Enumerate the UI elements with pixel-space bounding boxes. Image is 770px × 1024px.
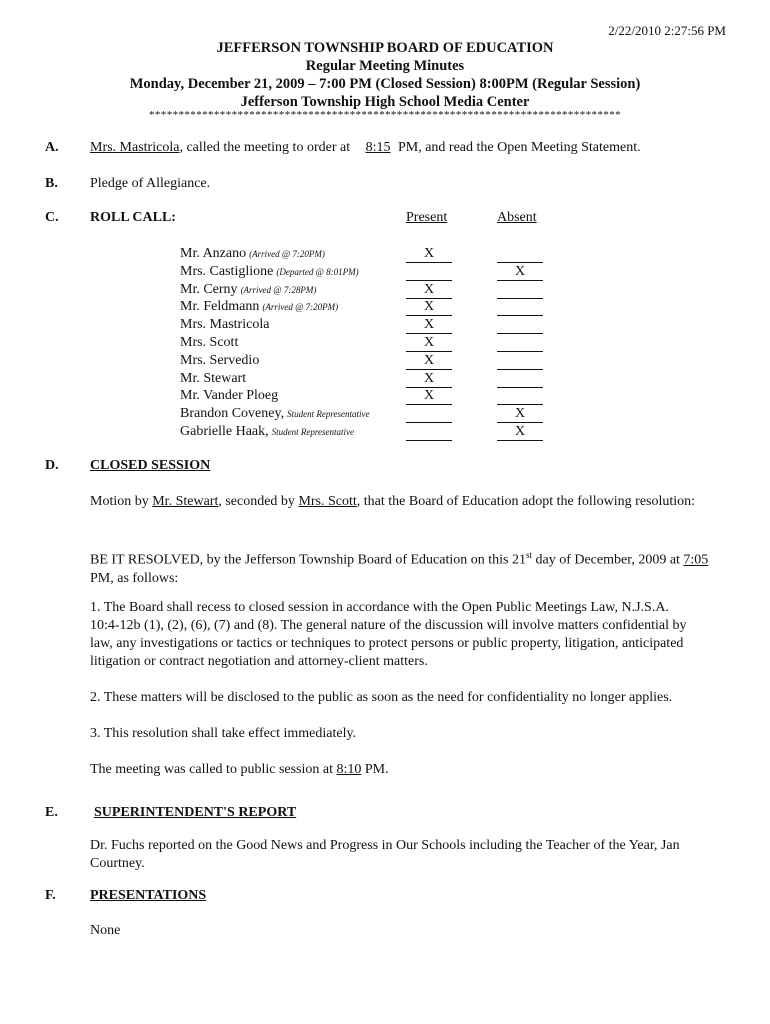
member-note: Student Representative — [287, 409, 370, 420]
member-name-text: Mr. Vander Ploeg — [180, 388, 279, 404]
absent-mark — [497, 282, 543, 299]
document-title: JEFFERSON TOWNSHIP BOARD OF EDUCATION — [216, 40, 554, 56]
present-mark — [406, 406, 452, 423]
closed-session-heading: CLOSED SESSION — [90, 458, 211, 473]
present-mark: X — [406, 388, 452, 405]
presentations-heading: PRESENTATIONS — [90, 888, 207, 903]
absent-mark — [497, 353, 543, 370]
print-timestamp: 2/22/2010 2:27:56 PM — [608, 23, 726, 38]
motion-pre: Motion by — [90, 494, 153, 509]
call-to-order — [90, 140, 641, 156]
motion-paragraph — [90, 493, 720, 511]
resolved-sup: st — [525, 550, 532, 560]
document-subtitle: Regular Meeting Minutes — [305, 58, 465, 74]
present-mark: X — [406, 246, 452, 263]
absent-mark — [497, 299, 543, 316]
member-name — [180, 299, 338, 315]
member-name-text: Mrs. Scott — [180, 335, 239, 350]
motion-post: , that the Board of Education adopt the following resolution: — [356, 494, 696, 509]
presiding-officer: Mrs. Mastricola — [90, 140, 180, 155]
member-note: Student Representative — [271, 427, 355, 437]
present-mark — [406, 424, 452, 441]
member-name-text: Gabrielle Haak, — [180, 424, 269, 439]
member-name — [180, 282, 316, 298]
member-name-text: Mrs. Castiglione — [180, 263, 274, 279]
call-text-2: PM, and read the Open Meeting Statement. — [394, 140, 641, 155]
absent-mark: X — [497, 406, 543, 423]
resolution-item-2: 2. These matters will be disclosed to the public as soon as the need for confidentiality no longer applies. — [90, 690, 673, 705]
section-letter-f: F. — [45, 888, 56, 903]
present-mark: X — [406, 371, 452, 388]
motion-seconder: Mrs. Scott — [298, 494, 357, 509]
present-mark: X — [406, 282, 452, 299]
resolved-pre: BE IT RESOLVED, by the Jefferson Township Board of Education on this 21 — [90, 552, 526, 568]
call-text-1: , called the meeting to order at — [179, 140, 354, 155]
member-name — [180, 335, 238, 351]
presentations-text: None — [90, 923, 121, 938]
member-name — [180, 371, 246, 387]
section-letter-c: C. — [45, 210, 59, 225]
absent-mark: X — [497, 424, 543, 441]
resolved-mid: day of December, 2009 at — [531, 552, 684, 568]
motion-mid: , seconded by — [218, 494, 299, 509]
absent-mark — [497, 317, 543, 334]
resolved-paragraph — [90, 546, 720, 588]
present-column-header: Present — [406, 210, 448, 225]
member-note: (Arrived @ 7:28PM) — [240, 284, 317, 295]
member-name-text: Mr. Stewart — [180, 370, 247, 386]
meeting-date-line: Monday, December 21, 2009 – 7:00 PM (Closed Session) 8:00PM (Regular Session) — [129, 76, 641, 92]
absent-mark — [497, 335, 543, 352]
member-name — [180, 388, 278, 404]
public-pre: The meeting was called to public session at — [90, 762, 337, 777]
public-time: 8:10 — [336, 762, 362, 777]
present-mark: X — [406, 353, 452, 370]
member-note: (Arrived @ 7:20PM) — [249, 249, 325, 259]
member-name-text: Brandon Coveney, — [180, 406, 285, 422]
absent-mark — [497, 371, 543, 388]
resolution-item-1: 1. The Board shall recess to closed session in accordance with the Open Public Meetings Law, N.J.S.A. 10:4-12b (1), (2), (6), (7) and (8). The general nature of the discussion will involve matters confidential by law, any investigations or tactics or techniques to protect persons or public property, litigation, anticipated litigation or contract negotiation and attorney-client matters. — [90, 600, 687, 669]
meeting-location: Jefferson Township High School Media Center — [240, 94, 530, 110]
member-name-text: Mr. Feldmann — [180, 299, 260, 315]
member-name-text: Mr. Cerny — [180, 281, 238, 297]
pledge-text: Pledge of Allegiance. — [90, 176, 211, 191]
section-letter-a: A. — [45, 140, 59, 155]
member-name — [180, 424, 354, 440]
superintendent-report-heading: SUPERINTENDENT'S REPORT — [94, 805, 297, 820]
asterisk-divider: ******************************************************************************** — [149, 109, 621, 121]
member-name — [180, 264, 359, 280]
superintendent-report-text: Dr. Fuchs reported on the Good News and Progress in Our Schools including the Teacher of the Year, Jan Courtney. — [90, 838, 680, 871]
member-name-text: Mrs. Mastricola — [180, 317, 270, 333]
member-note: (Departed @ 8:01PM) — [276, 266, 359, 277]
member-name — [180, 246, 325, 262]
public-session-paragraph — [90, 761, 720, 779]
resolved-time: 7:05 — [683, 552, 709, 568]
present-mark: X — [406, 317, 452, 334]
section-letter-e: E. — [45, 805, 58, 820]
absent-mark — [497, 388, 543, 405]
present-mark: X — [406, 299, 452, 316]
absent-mark — [497, 246, 543, 263]
resolved-post: PM, as follows: — [90, 570, 179, 586]
present-mark — [406, 264, 452, 281]
absent-mark: X — [497, 264, 543, 281]
member-name-text: Mrs. Servedio — [180, 352, 260, 368]
resolution-item-3: 3. This resolution shall take effect immediately. — [90, 726, 357, 741]
roll-call-heading: ROLL CALL: — [90, 210, 176, 225]
call-time: 8:15 — [365, 140, 391, 155]
member-name — [180, 406, 369, 422]
member-name — [180, 317, 269, 333]
member-name-text: Mr. Anzano — [180, 246, 247, 261]
member-note: (Arrived @ 7:20PM) — [262, 302, 339, 313]
section-letter-b: B. — [45, 176, 58, 191]
present-mark: X — [406, 335, 452, 352]
motion-mover: Mr. Stewart — [152, 494, 219, 509]
public-post: PM. — [361, 762, 389, 777]
member-name — [180, 353, 259, 369]
absent-column-header: Absent — [497, 210, 537, 225]
section-letter-d: D. — [45, 458, 59, 473]
